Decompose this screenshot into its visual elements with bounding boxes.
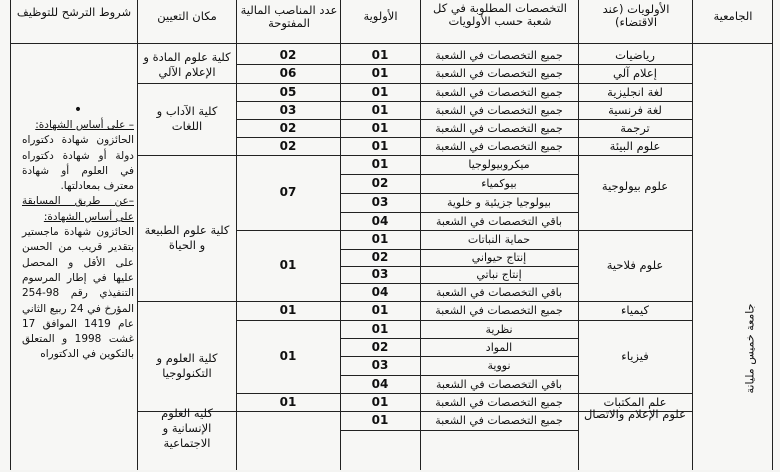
branch-divider [578,320,692,321]
location-cell: كلية علوم المادة و الإعلام الآلي [143,50,231,79]
conditions-text [22,102,134,363]
branch-cell: إعلام آلي [613,66,657,80]
positions-divider [236,119,340,120]
header-specialties: التخصصات المطلوبة في كل شعبة حسب الأولويات [433,1,567,28]
condition-paragraph-2: الحائزون شهادة ماجستير بتقدير قريب من الحسن على الأقل و المحصل عليها في إطار المرسوم التنفيذي رقم 98-254 المؤرخ في 24 ربيع الثاني عام 1419 الموافق 17 غشت 1998 و المتعلق بالتكوين في الدكتوراه [22,226,134,361]
branch-cell: علوم الإعلام والاتصال [584,406,686,421]
positions-cell: 01 [279,394,297,409]
location-divider [137,301,236,302]
condition-heading-1: – على أساس الشهادة: [35,119,134,131]
specialty-cell: بيوكمياء [481,177,517,190]
table-border [772,0,773,470]
row-divider [340,137,578,138]
header-university: الجامعية [713,9,753,23]
row-divider [340,101,578,102]
specialty-cell: باقي التخصصات في الشعبة [435,285,563,299]
branch-divider [578,83,692,84]
branch-cell: علوم فلاحية [606,258,664,272]
positions-divider [236,301,340,302]
branch-cell: فيزياء [621,349,649,363]
priority-cell: 01 [371,232,389,246]
branch-divider [578,155,692,156]
priority-cell: 01 [371,413,389,427]
row-divider [340,375,578,376]
specialty-cell: جميع التخصصات في الشعبة [435,121,563,135]
header-branch-priority: الأولويات (عند الاقتضاء) [602,2,670,29]
column-divider [420,0,421,470]
priority-cell: 02 [371,339,389,354]
priority-cell: 01 [371,321,389,336]
specialty-cell: جميع التخصصات في الشعبة [435,67,563,80]
row-divider [340,283,578,284]
branch-divider [578,137,692,138]
positions-divider [236,320,340,321]
specialty-cell: إنتاج حيواني [471,251,527,264]
positions-cell: 05 [279,84,297,99]
positions-divider [236,83,340,84]
specialty-cell: جميع التخصصات في الشعبة [435,414,563,427]
header-location: مكان التعيين [157,9,217,23]
row-divider [340,320,578,321]
specialty-cell: جميع التخصصات في الشعبة [435,304,563,317]
specialty-cell: جميع التخصصات في الشعبة [435,395,563,409]
positions-divider [236,155,340,156]
location-divider [137,83,236,84]
specialty-cell: نظرية [485,322,513,336]
branch-cell: علم المكتبات [603,394,667,409]
priority-cell: 01 [371,394,389,409]
row-divider [340,338,578,339]
priority-cell: 01 [371,157,389,171]
positions-divider [236,411,340,412]
priority-cell: 01 [371,303,389,317]
row-divider [340,430,578,431]
positions-divider [236,393,340,394]
priority-cell: 02 [371,176,389,190]
branch-divider [578,119,692,120]
condition-paragraph-1: الحائزون شهادة دكتوراه دولة أو شهادة دكتوراه في العلوم أو شهادة معترف بمعادلتها. [22,134,134,193]
column-divider [692,0,693,470]
university-name: جامعة خميس مليانة [743,303,757,394]
specialty-cell: ميكروبيولوجيا [468,158,530,171]
positions-cell: 02 [279,48,297,62]
priority-cell: 01 [371,48,389,62]
priority-cell: 01 [371,84,389,99]
branch-divider [578,230,692,231]
branch-cell: علوم البيئة [609,138,661,153]
location-cell: كلية العلوم الإنسانية و الاجتماعية [161,405,213,450]
row-divider [340,230,578,231]
row-divider [340,301,578,302]
header-divider [10,43,772,44]
row-divider [340,119,578,120]
priority-cell: 01 [371,102,389,117]
positions-divider [236,64,340,65]
header-priority: الأولوية [363,9,398,23]
priority-cell: 03 [371,267,389,281]
location-cell: كلية العلوم و التكنولوجيا [156,350,218,380]
positions-cell: 03 [279,102,297,117]
row-divider [340,155,578,156]
positions-divider [236,101,340,102]
specialty-cell: باقي التخصصات في الشعبة [435,214,563,228]
priority-cell: 04 [371,284,389,299]
header-positions: عدد المناصب المالية المفتوحة [240,3,338,30]
branch-divider [578,101,692,102]
specialty-cell: المواد [485,340,513,354]
branch-cell: كيمياء [621,303,649,317]
positions-cell: 01 [279,303,297,317]
positions-cell: 06 [279,66,297,80]
table-border [10,0,11,470]
priority-cell: 01 [371,66,389,80]
column-divider [578,0,579,470]
bullet-mark: • [73,102,83,118]
row-divider [340,193,578,194]
priority-cell: 01 [371,138,389,153]
row-divider [340,212,578,213]
branch-divider [578,64,692,65]
specialty-cell: جميع التخصصات في الشعبة [435,139,563,153]
column-divider [236,0,237,470]
priority-cell: 03 [371,358,389,372]
specialty-cell: باقي التخصصات في الشعبة [435,377,563,391]
location-divider [137,155,236,156]
priority-cell: 01 [371,120,389,135]
column-divider [340,0,341,470]
branch-divider [578,301,692,302]
specialty-cell: جميع التخصصات في الشعبة [435,103,563,117]
positions-cell: 07 [279,185,297,199]
positions-cell: 01 [279,258,297,272]
row-divider [340,83,578,84]
column-divider [137,0,138,470]
row-divider [340,411,578,412]
positions-cell: 02 [279,138,297,153]
priority-cell: 04 [371,376,389,391]
priority-cell: 04 [371,213,389,228]
branch-divider [578,393,692,394]
positions-cell: 02 [279,120,297,135]
specialty-cell: نووية [487,359,511,372]
positions-divider [236,230,340,231]
branch-cell: ترجمة [620,120,650,135]
specialty-cell: حماية النباتات [467,233,531,246]
row-divider [340,356,578,357]
branch-cell: رياضيات [615,48,655,62]
row-divider [340,174,578,175]
branch-cell: علوم بيولوجية [601,178,669,193]
specialty-cell: جميع التخصصات في الشعبة [435,49,563,62]
location-cell: كلية الآداب و اللغات [156,104,218,133]
row-divider [340,393,578,394]
priority-cell: 02 [371,250,389,264]
positions-cell: 01 [279,349,297,363]
priority-cell: 03 [371,195,389,209]
specialty-cell: بيولوجيا جزيئية و خلوية [447,196,551,209]
branch-cell: لغة انجليزية [607,84,663,99]
specialty-cell: جميع التخصصات في الشعبة [435,85,563,99]
row-divider [340,64,578,65]
positions-divider [236,137,340,138]
branch-cell: لغة فرنسية [608,102,662,117]
specialty-cell: إنتاج نباتي [476,268,522,281]
header-conditions: شروط الترشح للتوظيف [16,5,132,19]
location-cell: كلية علوم الطبيعة و الحياة [144,222,230,252]
condition-heading-2: –عن طريق المسابقة على أساس الشهادة: [22,195,134,223]
